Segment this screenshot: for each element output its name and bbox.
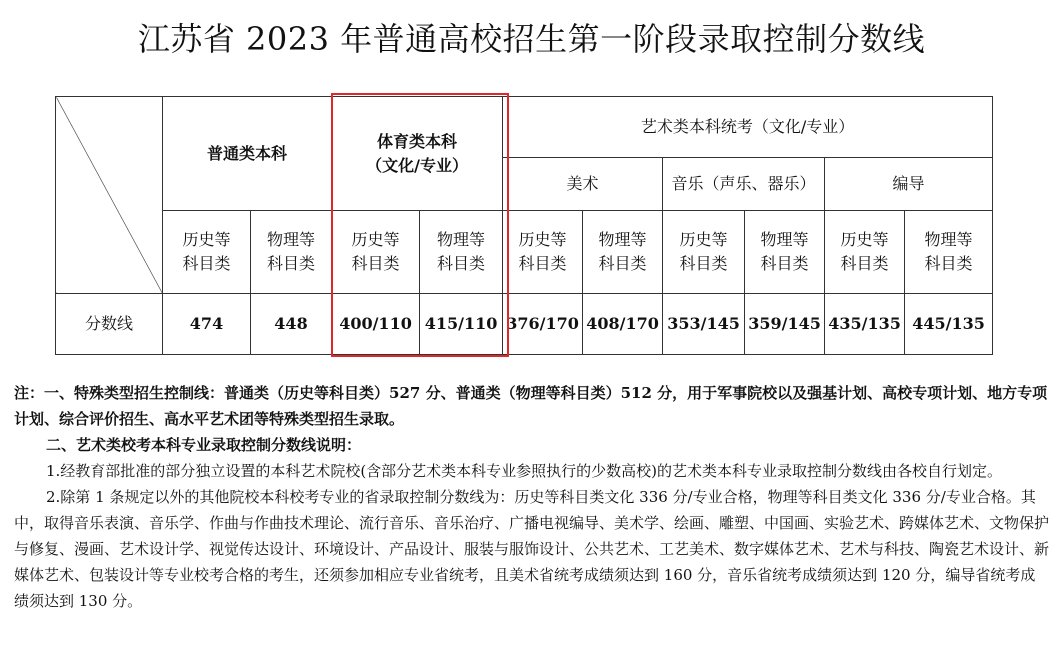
note-item-1: [14, 380, 1050, 432]
score-cell: 415/110: [420, 294, 503, 355]
note-item-2-label: 二、艺术类校考本科专业录取控制分数线说明：: [46, 436, 362, 454]
music-history-header: [663, 211, 745, 294]
directing-history-header: [825, 211, 905, 294]
score-cell: 359/145: [745, 294, 825, 355]
score-row-label: 分数线: [56, 294, 163, 355]
notes-section: [14, 380, 1050, 614]
subject-line: 科目类: [840, 254, 889, 273]
sports-physics-header: [420, 211, 503, 294]
general-physics-header: [251, 211, 332, 294]
arts-category-header: 艺术类本科统考（文化/专业）: [503, 97, 993, 158]
subject-line: 科目类: [182, 254, 231, 273]
general-category-header: 普通类本科: [163, 97, 332, 211]
note-prefix: 注：: [14, 384, 45, 402]
subject-line: 科目类: [351, 254, 400, 273]
note-item-2: [14, 432, 1050, 458]
subject-line: 历史等: [351, 230, 400, 249]
subject-line: 科目类: [760, 254, 809, 273]
note-point-2: 2.除第 1 条规定以外的其他院校本科校考专业的省录取控制分数线为：历史等科目类文化 336 分/专业合格，物理等科目类文化 336 分/专业合格。其中，取得音乐表演、音乐学、作曲与作曲技术理论、流行音乐、音乐治疗、广播电视编导、美术学、绘画、雕塑、中国画、实验艺术、跨媒体艺术、文物保护与修复、漫画、艺术设计学、视觉传达设计、环境设计、产品设计、服装与服饰设计、公共艺术、工艺美术、数字媒体艺术、艺术与科技、陶瓷艺术设计、新媒体艺术、包装设计等专业校考合格的考生，还须参加相应专业省统考，且美术省统考成绩须达到 160 分，音乐省统考成绩须达到 120 分，编导省统考成绩须达到 130 分。: [14, 488, 1050, 610]
subject-line: 科目类: [598, 254, 647, 273]
subject-line: 历史等: [518, 230, 567, 249]
page-title: 江苏省 2023 年普通高校招生第一阶段录取控制分数线: [137, 20, 926, 58]
note-point-1: 1.经教育部批准的部分独立设置的本科艺术院校(含部分艺术类本科专业参照执行的少数高校)的艺术类本科专业录取控制分数线由各校自行划定。: [46, 462, 1003, 480]
score-cell: 474: [163, 294, 251, 355]
sports-header-line1: 体育类本科: [377, 131, 458, 151]
sports-header-line2: （文化/专业）: [366, 155, 468, 175]
subject-line: 科目类: [267, 254, 316, 273]
fine-arts-header: 美术: [503, 158, 663, 211]
score-cell: 435/135: [825, 294, 905, 355]
diagonal-header-cell: [56, 97, 163, 294]
directing-physics-header: [905, 211, 993, 294]
subject-line: 历史等: [182, 230, 231, 249]
subject-line: 科目类: [518, 254, 567, 273]
music-physics-header: [745, 211, 825, 294]
score-table: [55, 96, 993, 355]
score-cell: 448: [251, 294, 332, 355]
subject-line: 物理等: [598, 230, 647, 249]
note-item-1-label: 一、特殊类型招生控制线：: [44, 384, 225, 402]
subject-line: 物理等: [437, 230, 486, 249]
subject-line: 科目类: [679, 254, 728, 273]
subject-line: 历史等: [679, 230, 728, 249]
general-history-header: [163, 211, 251, 294]
note-item-1-text: 普通类（历史等科目类）527 分、普通类（物理等科目类）512 分，用于军事院校以及强基计划、高校专项计划、地方专项计划、综合评价招生、高水平艺术团等特殊类型招生录取。: [14, 384, 1048, 428]
score-cell: 353/145: [663, 294, 745, 355]
subject-line: 历史等: [840, 230, 889, 249]
sports-history-header: [332, 211, 420, 294]
subject-line: 物理等: [924, 230, 973, 249]
fine-arts-physics-header: [583, 211, 663, 294]
subject-line: 物理等: [760, 230, 809, 249]
score-cell: 376/170: [503, 294, 583, 355]
directing-header: 编导: [825, 158, 993, 211]
score-cell: 408/170: [583, 294, 663, 355]
subject-line: 科目类: [437, 254, 486, 273]
sports-category-header: [332, 97, 503, 211]
fine-arts-history-header: [503, 211, 583, 294]
subject-line: 科目类: [924, 254, 973, 273]
score-cell: 400/110: [332, 294, 420, 355]
music-header: 音乐（声乐、器乐）: [663, 158, 825, 211]
score-cell: 445/135: [905, 294, 993, 355]
subject-line: 物理等: [267, 230, 316, 249]
